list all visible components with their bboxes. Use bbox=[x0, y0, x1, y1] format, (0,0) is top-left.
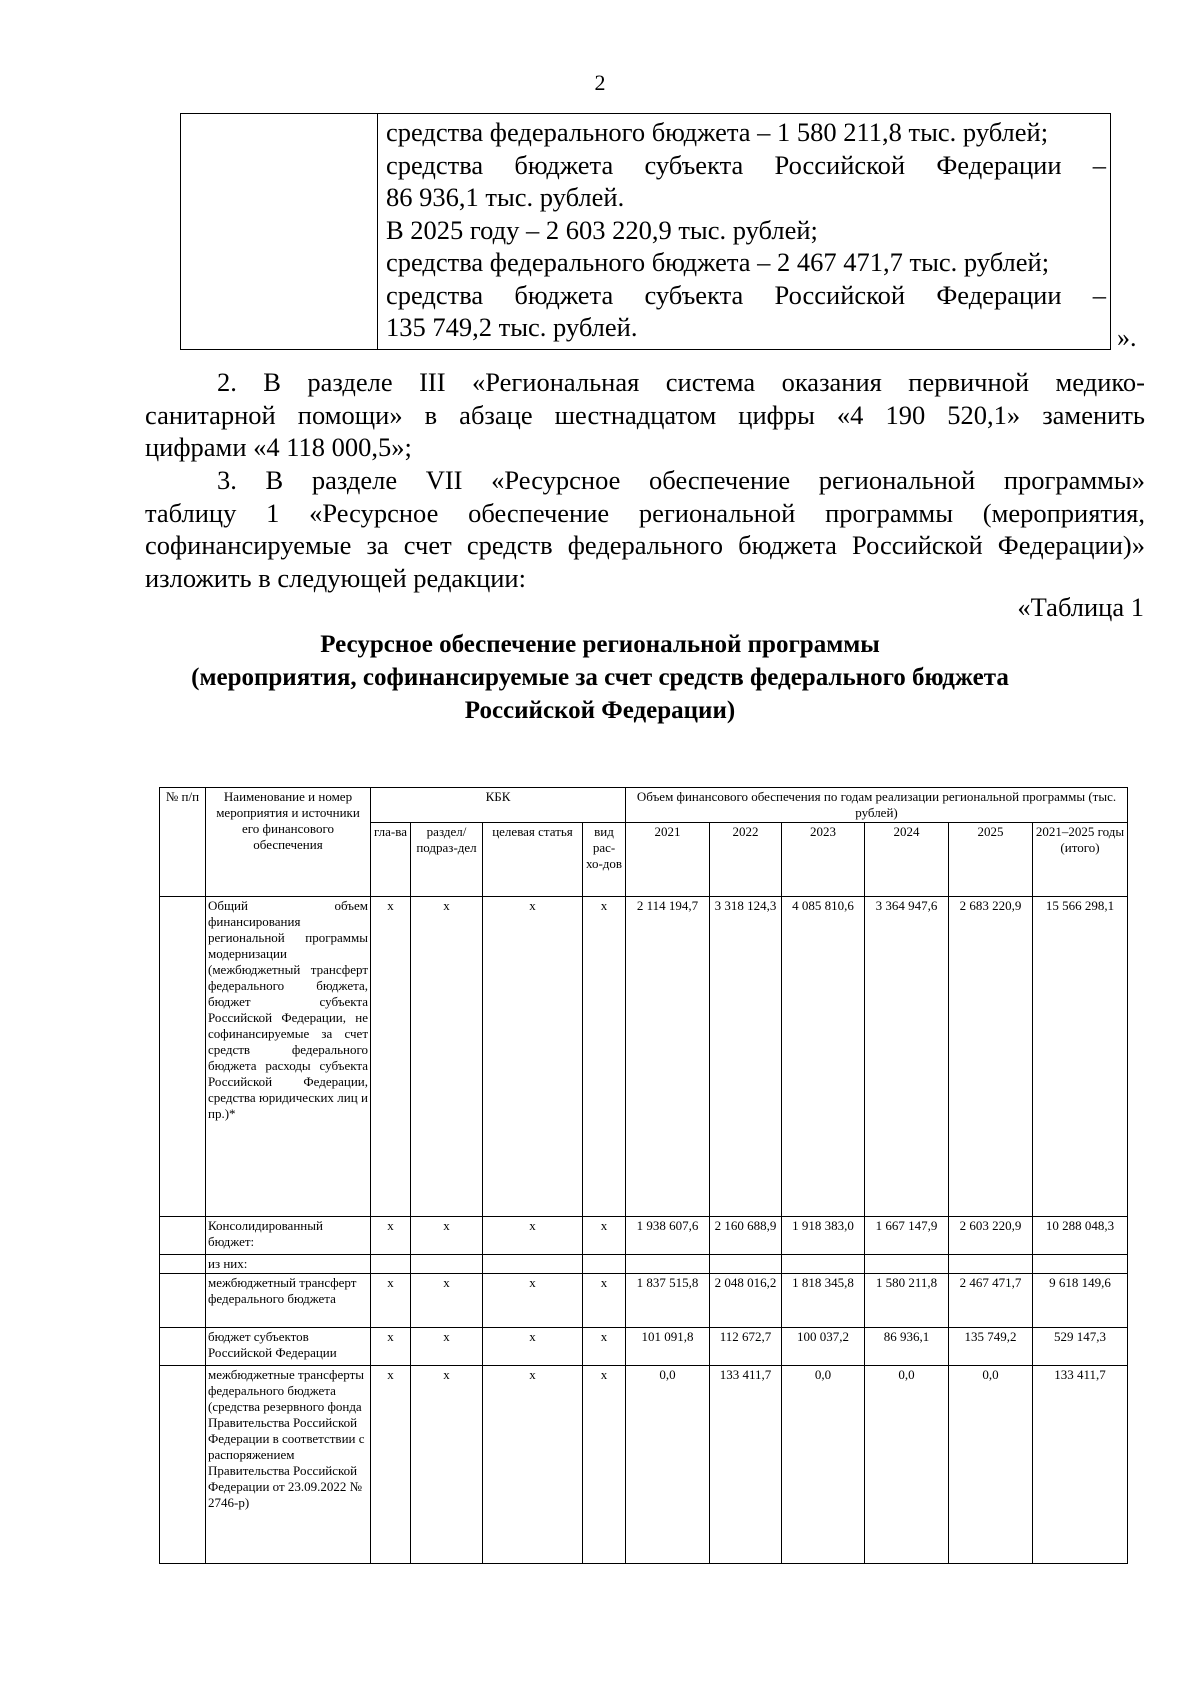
row-razdel: х bbox=[411, 1366, 483, 1564]
row-num bbox=[160, 1328, 206, 1366]
continuation-table bbox=[180, 113, 1111, 350]
row-num bbox=[160, 1366, 206, 1564]
header-name: Наименование и номер мероприятия и источники его финансового обеспечения bbox=[206, 788, 371, 897]
table-row bbox=[160, 1328, 1128, 1366]
row-name: межбюджетный трансферт федерального бюджета bbox=[206, 1274, 371, 1328]
funding-line: средства федерального бюджета – 2 467 471,7 тыс. рублей; bbox=[386, 247, 1050, 277]
row-num bbox=[160, 1274, 206, 1328]
row-2025: 135 749,2 bbox=[949, 1328, 1033, 1366]
row-2023 bbox=[782, 1255, 865, 1274]
row-name: бюджет субъектов Российской Федерации bbox=[206, 1328, 371, 1366]
table-row bbox=[160, 897, 1128, 1217]
continuation-table-left-cell bbox=[181, 114, 378, 350]
closing-quote: ». bbox=[1117, 323, 1137, 352]
row-2025: 2 467 471,7 bbox=[949, 1274, 1033, 1328]
row-2023: 0,0 bbox=[782, 1366, 865, 1564]
paragraph-line: цифрами «4 118 000,5»; bbox=[145, 432, 412, 462]
row-2022: 2 160 688,9 bbox=[710, 1217, 782, 1255]
table-title-line: Российской Федерации) bbox=[464, 697, 736, 724]
header-2022: 2022 bbox=[710, 823, 782, 897]
row-vid: х bbox=[583, 1217, 626, 1255]
row-name: из них: bbox=[206, 1255, 371, 1274]
row-2025: 0,0 bbox=[949, 1366, 1033, 1564]
page-number: 2 bbox=[594, 70, 606, 95]
paragraph-line: таблицу 1 «Ресурсное обеспечение региональной программы (мероприятия, bbox=[145, 497, 1145, 528]
row-celevaya: х bbox=[483, 897, 583, 1217]
paragraph-line: санитарной помощи» в абзаце шестнадцатом цифры «4 190 520,1» заменить bbox=[145, 399, 1145, 430]
resource-table bbox=[159, 787, 1128, 1564]
row-glava: х bbox=[371, 1366, 411, 1564]
row-2021: 101 091,8 bbox=[626, 1328, 710, 1366]
funding-line: средства федерального бюджета – 1 580 211,8 тыс. рублей; bbox=[386, 117, 1049, 147]
row-2024: 1 667 147,9 bbox=[865, 1217, 949, 1255]
row-celevaya: х bbox=[483, 1328, 583, 1366]
funding-line: средства бюджета субъекта Российской Федерации – bbox=[386, 279, 1106, 310]
row-2023: 1 918 383,0 bbox=[782, 1217, 865, 1255]
row-2024: 1 580 211,8 bbox=[865, 1274, 949, 1328]
row-2021 bbox=[626, 1255, 710, 1274]
row-celevaya: х bbox=[483, 1274, 583, 1328]
row-total: 133 411,7 bbox=[1033, 1366, 1128, 1564]
row-num bbox=[160, 897, 206, 1217]
row-total bbox=[1033, 1255, 1128, 1274]
header-razdel: раздел/ подраз-дел bbox=[411, 823, 483, 897]
paragraph-line: изложить в следующей редакции: bbox=[145, 562, 526, 593]
row-vid: х bbox=[583, 1328, 626, 1366]
row-2025 bbox=[949, 1255, 1033, 1274]
row-razdel bbox=[411, 1255, 483, 1274]
row-2024: 3 364 947,6 bbox=[865, 897, 949, 1217]
row-total: 9 618 149,6 bbox=[1033, 1274, 1128, 1328]
row-celevaya: х bbox=[483, 1217, 583, 1255]
row-name: межбюджетные трансферты федерального бюджета (средства резервного фонда Правительства Российской Федерации в соответствии с распоряжением Правительства Российской Федерации от 23.09.2022 № 2746-р) bbox=[206, 1366, 371, 1564]
row-2022: 133 411,7 bbox=[710, 1366, 782, 1564]
row-glava: х bbox=[371, 1217, 411, 1255]
row-total: 15 566 298,1 bbox=[1033, 897, 1128, 1217]
row-2022: 112 672,7 bbox=[710, 1328, 782, 1366]
row-glava: х bbox=[371, 897, 411, 1217]
row-razdel: х bbox=[411, 1328, 483, 1366]
funding-line: средства бюджета субъекта Российской Федерации – bbox=[386, 149, 1106, 180]
row-2023: 1 818 345,8 bbox=[782, 1274, 865, 1328]
table-label: «Таблица 1 bbox=[1017, 592, 1144, 622]
paragraph-line: 2. В разделе III «Региональная система оказания первичной медико- bbox=[217, 367, 1145, 397]
row-celevaya bbox=[483, 1255, 583, 1274]
row-vid: х bbox=[583, 1366, 626, 1564]
row-glava: х bbox=[371, 1274, 411, 1328]
table-title-line: (мероприятия, софинансируемые за счет средств федерального бюджета bbox=[191, 664, 1009, 691]
row-num bbox=[160, 1255, 206, 1274]
paragraph-line: софинансируемые за счет средств федерального бюджета Российской Федерации)» bbox=[145, 530, 1145, 560]
row-razdel: х bbox=[411, 1217, 483, 1255]
header-total: 2021–2025 годы (итого) bbox=[1033, 823, 1128, 897]
row-vid: х bbox=[583, 897, 626, 1217]
paragraph-line: 3. В разделе VII «Ресурсное обеспечение региональной программы» bbox=[217, 465, 1145, 495]
header-2025: 2025 bbox=[949, 823, 1033, 897]
row-2022 bbox=[710, 1255, 782, 1274]
row-vid: х bbox=[583, 1274, 626, 1328]
row-2022: 3 318 124,3 bbox=[710, 897, 782, 1217]
funding-line: 86 936,1 тыс. рублей. bbox=[386, 182, 625, 212]
row-glava bbox=[371, 1255, 411, 1274]
row-glava: х bbox=[371, 1328, 411, 1366]
row-razdel: х bbox=[411, 1274, 483, 1328]
row-total: 10 288 048,3 bbox=[1033, 1217, 1128, 1255]
row-2025: 2 603 220,9 bbox=[949, 1217, 1033, 1255]
paragraph-3 bbox=[145, 464, 1145, 594]
paragraph-2 bbox=[145, 366, 1145, 464]
header-volume: Объем финансового обеспечения по годам реализации региональной программы (тыс. рублей) bbox=[626, 788, 1128, 823]
header-num: № п/п bbox=[160, 788, 206, 897]
row-2023: 4 085 810,6 bbox=[782, 897, 865, 1217]
table-title bbox=[0, 628, 1200, 727]
row-2023: 100 037,2 bbox=[782, 1328, 865, 1366]
table-row bbox=[160, 1366, 1128, 1564]
row-name: Общий объем финансирования региональной программы модернизации (межбюджетный трансферт федерального бюджета, бюджет субъекта Российской Федерации, не софинансируемые за счет средств федерального бюджета расходы субъекта Российской Федерации, средства юридических лиц и пр.)* bbox=[206, 897, 371, 1217]
row-2022: 2 048 016,2 bbox=[710, 1274, 782, 1328]
row-num bbox=[160, 1217, 206, 1255]
funding-line: 135 749,2 тыс. рублей. bbox=[386, 312, 638, 342]
header-2023: 2023 bbox=[782, 823, 865, 897]
table-row bbox=[160, 1274, 1128, 1328]
row-2021: 1 837 515,8 bbox=[626, 1274, 710, 1328]
row-total: 529 147,3 bbox=[1033, 1328, 1128, 1366]
row-2024: 86 936,1 bbox=[865, 1328, 949, 1366]
header-2024: 2024 bbox=[865, 823, 949, 897]
continuation-table-right-cell bbox=[378, 114, 1111, 350]
header-celevaya: целевая статья bbox=[483, 823, 583, 897]
funding-line: В 2025 году – 2 603 220,9 тыс. рублей; bbox=[386, 214, 818, 245]
row-vid bbox=[583, 1255, 626, 1274]
table-row bbox=[160, 1255, 1128, 1274]
row-2024 bbox=[865, 1255, 949, 1274]
header-glava: гла-ва bbox=[371, 823, 411, 897]
row-2021: 0,0 bbox=[626, 1366, 710, 1564]
row-2021: 1 938 607,6 bbox=[626, 1217, 710, 1255]
header-vid: вид рас-хо-дов bbox=[583, 823, 626, 897]
row-2025: 2 683 220,9 bbox=[949, 897, 1033, 1217]
header-kbk: КБК bbox=[371, 788, 626, 823]
row-2021: 2 114 194,7 bbox=[626, 897, 710, 1217]
row-razdel: х bbox=[411, 897, 483, 1217]
row-2024: 0,0 bbox=[865, 1366, 949, 1564]
table-title-line: Ресурсное обеспечение региональной программы bbox=[320, 631, 880, 658]
row-name: Консолидированный бюджет: bbox=[206, 1217, 371, 1255]
header-2021: 2021 bbox=[626, 823, 710, 897]
table-row bbox=[160, 1217, 1128, 1255]
row-celevaya: х bbox=[483, 1366, 583, 1564]
